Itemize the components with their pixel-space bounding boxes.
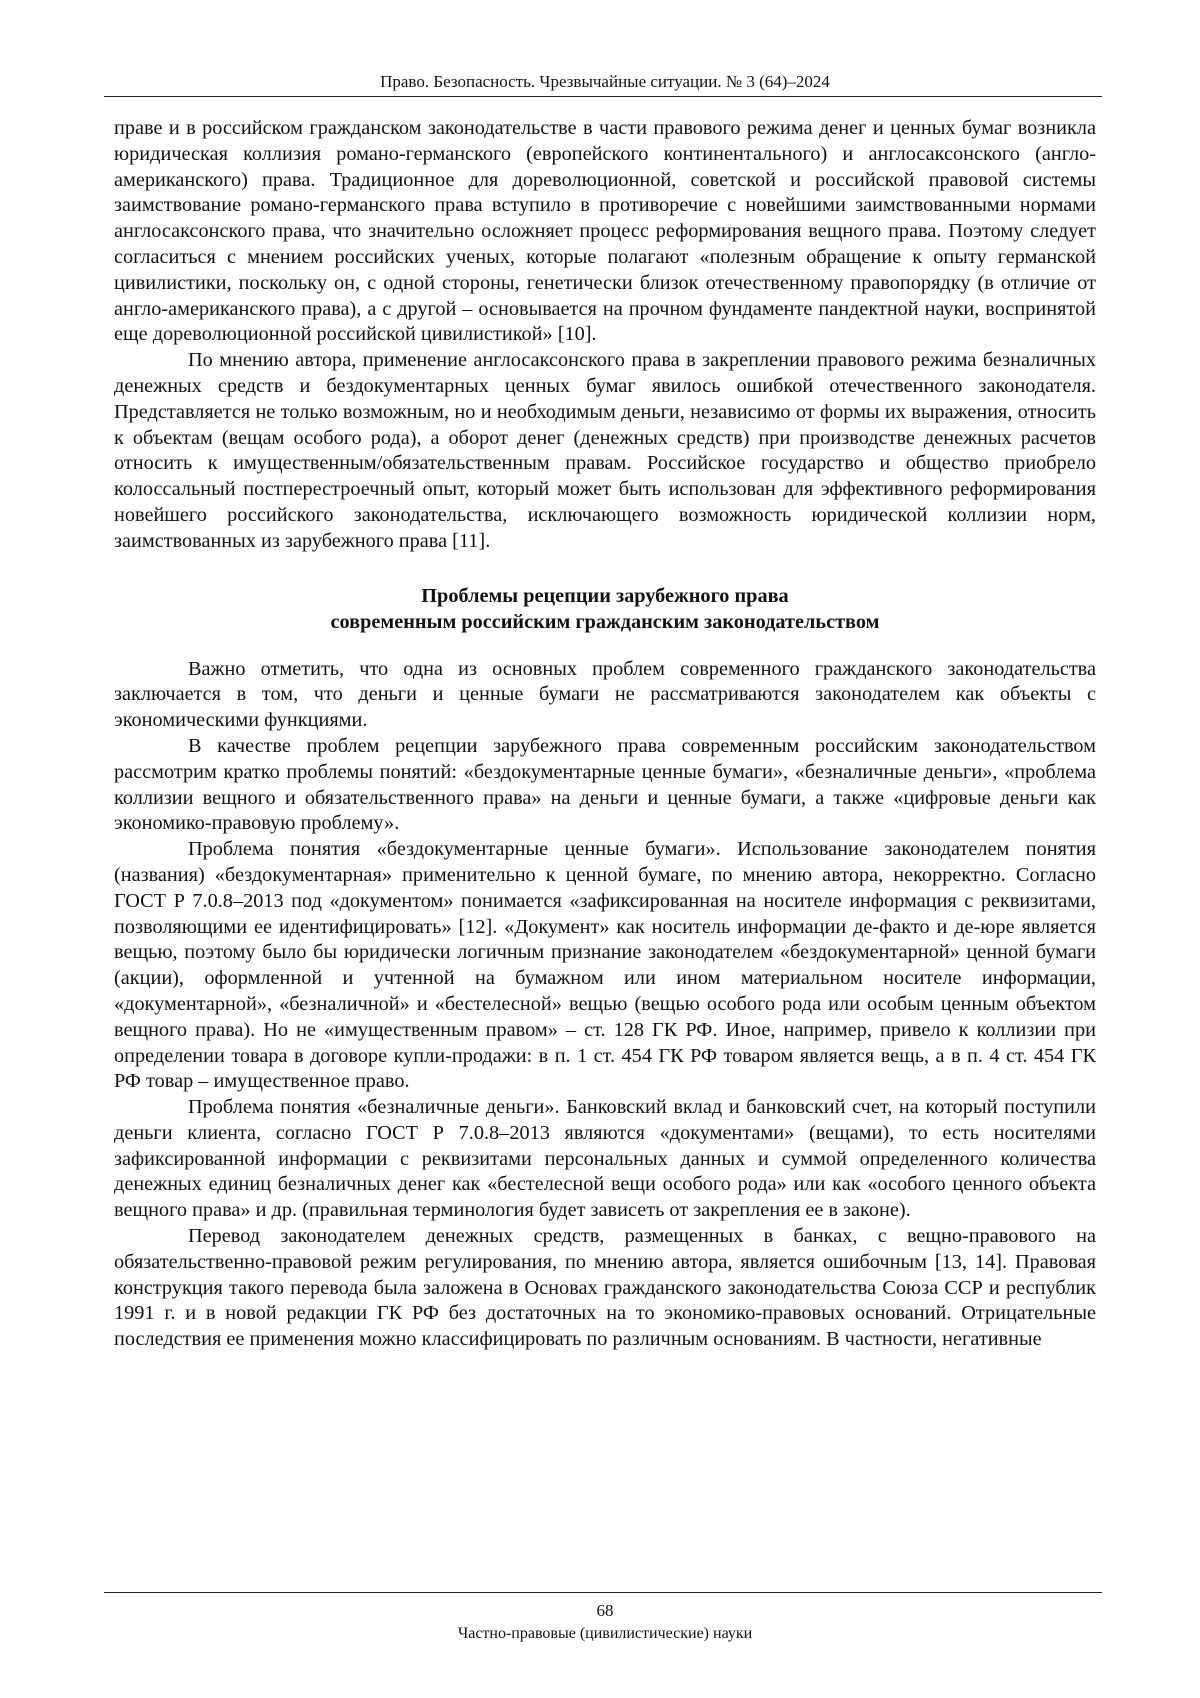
paragraph: Перевод законодателем денежных средств, размещенных в банках, с вещно-правового на обязательственно-правовой режим регулирования, по мнению автора, является ошибочным [13, 14]. Правовая конструкция такого перевода была заложена в Основах гражданского законодательства Союза ССР и республик 1991 г. и в новой редакции ГК РФ без достаточных на то экономико-правовых оснований. Отрицательные последствия ее применения можно классифицировать по различным основаниям. В частности, негативные [114, 1225, 1096, 1351]
footer-divider [104, 1592, 1102, 1593]
page-number: 68 [596, 1601, 614, 1620]
journal-header: Право. Безопасность. Чрезвычайные ситуации. № 3 (64)–2024 [380, 72, 830, 91]
section-heading-line: современным российским гражданским законодательством [330, 610, 880, 633]
section-heading [114, 583, 1096, 635]
paragraph: Важно отметить, что одна из основных проблем современного гражданского законодательства заключается в том, что деньги и ценные бумаги не рассматриваются законодателем как объекты с экономическими функциями. [114, 657, 1096, 732]
paragraph: Проблема понятия «безналичные деньги». Банковский вклад и банковский счет, на который поступили деньги клиента, согласно ГОСТ Р 7.0.8–2013 являются «документами» (вещами), то есть носителями зафиксированной информации с реквизитами персональных данных и суммой определенного количества денежных единиц безналичных денег как «бестелесной вещи особого рода» или как «особого ценного объекта вещного права» и др. (правильная терминология будет зависеть от закрепления ее в законе). [114, 1096, 1096, 1222]
footer-section-title: Частно-правовые (цивилистические) науки [457, 1625, 753, 1642]
paragraph: В качестве проблем рецепции зарубежного права современным российским законодательством рассмотрим кратко проблемы понятий: «бездокументарные ценные бумаги», «безналичные деньги», «проблема коллизии вещного и обязательственного права» на деньги и ценные бумаги, а также «цифровые деньги как экономико-правовую проблему». [114, 734, 1096, 835]
section-heading-line: Проблемы рецепции зарубежного права [421, 584, 789, 607]
paragraph: Проблема понятия «бездокументарные ценные бумаги». Использование законодателем понятия (названия) «бездокументарная» применительно к ценной бумаге, по мнению автора, некорректно. Согласно ГОСТ Р 7.0.8–2013 под «документом» понимается «зафиксированная на носителе информация с реквизитами, позволяющими ее идентифицировать» [12]. «Документ» как носитель информации де-факто и де-юре является вещью, поэтому было бы юридически логичным признание законодателем «бездокументарной» ценной бумаги (акции), оформленной и учтенной на бумажном или ином материальном носителе информации, «документарной», «безналичной» и «бестелесной» вещью (вещью особого рода или особым ценным объектом вещного права). Но не «имущественным правом» – ст. 128 ГК РФ. Иное, например, привело к коллизии при определении товара в договоре купли-продажи: в п. 1 ст. 454 ГК РФ товаром является вещь, а в п. 4 ст. 454 ГК РФ товар – имущественное право. [114, 838, 1096, 1093]
paragraph: По мнению автора, применение англосаксонского права в закреплении правового режима безналичных денежных средств и бездокументарных ценных бумаг явилось ошибкой отечественного законодателя. Представляется не только возможным, но и необходимым деньги, независимо от формы их выражения, относить к объектам (вещам особого рода), а оборот денег (денежных средств) при производстве денежных расчетов относить к имущественным/обязательственным правам. Российское государство и общество приобрело колоссальный постперестроечный опыт, который может быть использован для эффективного реформирования новейшего российского законодательства, исключающего возможность юридической коллизии норм, заимствованных из зарубежного права [11]. [114, 349, 1096, 552]
paragraph-continuation: праве и в российском гражданском законодательстве в части правового режима денег и ценных бумаг возникла юридическая коллизия романо-германского (европейского континентального) и англосаксонского (англо-американского) права. Традиционное для дореволюционной, советской и российской правовой системы заимствование романо-германского права вступило в противоречие с новейшими заимствованными нормами англосаксонского права, что значительно осложняет процесс реформирования вещного права. Поэтому следует согласиться с мнением российских ученых, которые полагают «полезным обращение к опыту германской цивилистики, поскольку он, с одной стороны, генетически близок отечественному правопорядку (в отличие от англо-американского права), а с другой – основывается на прочном фундаменте пандектной науки, воспринятой еще дореволюционной российской цивилистикой» [10]. [114, 117, 1096, 346]
header-divider [104, 96, 1102, 97]
article-body [114, 116, 1096, 1353]
